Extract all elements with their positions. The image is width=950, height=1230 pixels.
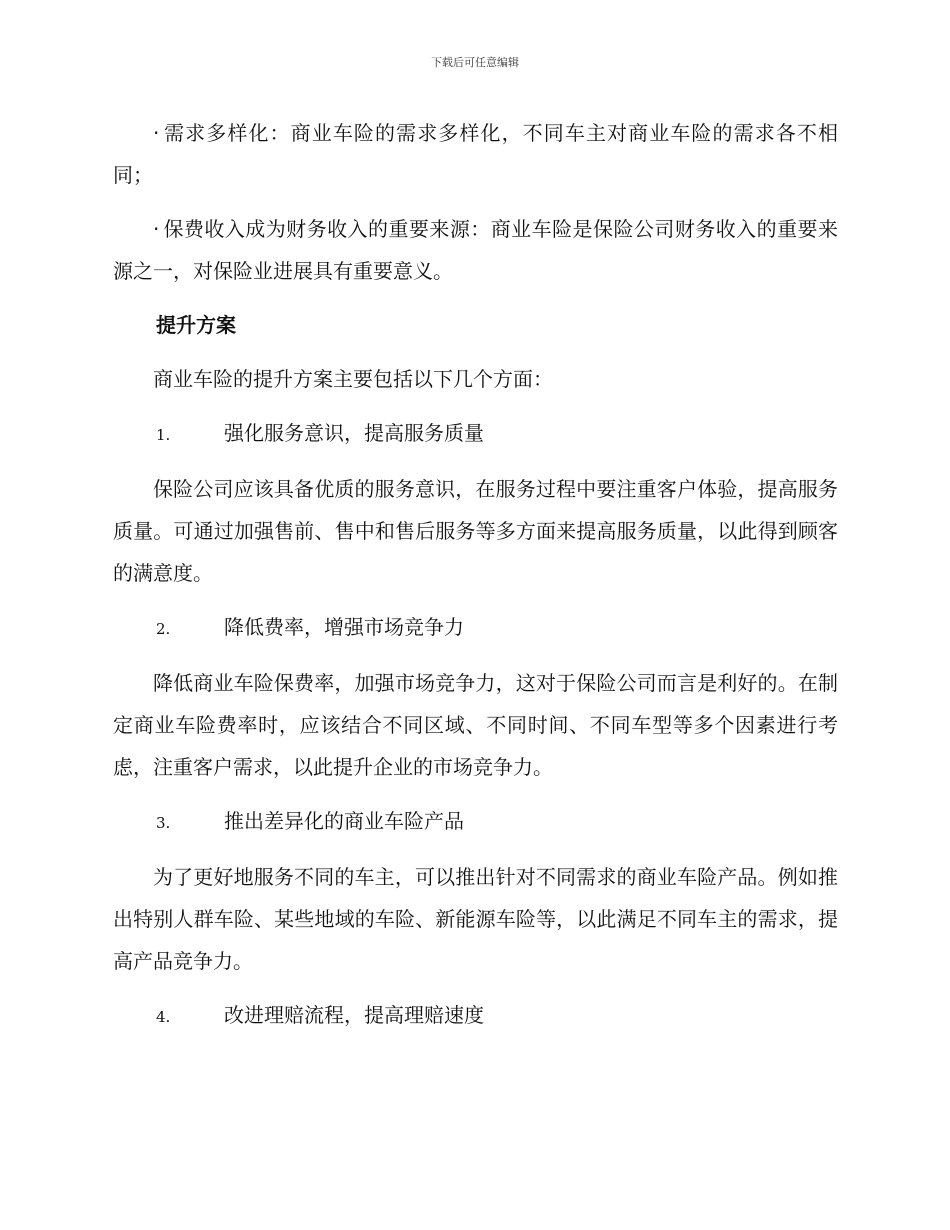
item-number: 2. (156, 620, 171, 638)
item-number: 1. (156, 426, 171, 444)
bullet-paragraph (113, 208, 838, 292)
item-number: 3. (156, 814, 171, 832)
item-title: 降低费率，增强市场竞争力 (224, 615, 464, 639)
item-body: 降低商业车险保费率，加强市场竞争力，这对于保险公司而言是利好的。在制定商业车险费率时，应该结合不同区域、不同时间、不同车型等多个因素进行考虑，注重客户需求，以此提升企业的市场竞争力。 (113, 671, 838, 779)
bullet-paragraph (113, 112, 838, 196)
item-title: 改进理赔流程，提高理赔速度 (224, 1003, 484, 1027)
numbered-item (113, 800, 838, 844)
bullet-dot: · (153, 121, 160, 145)
document-body (113, 112, 838, 1050)
bullet-text: 保费收入成为财务收入的重要来源：商业车险是保险公司财务收入的重要来源之一，对保险业进展具有重要意义。 (113, 217, 838, 283)
item-title: 推出差异化的商业车险产品 (224, 809, 464, 833)
bullet-dot: · (153, 217, 160, 241)
item-body: 保险公司应该具备优质的服务意识，在服务过程中要注重客户体验，提高服务质量。可通过加强售前、售中和售后服务等多方面来提高服务质量，以此得到顾客的满意度。 (113, 477, 838, 585)
bullet-text: 需求多样化：商业车险的需求多样化，不同车主对商业车险的需求各不相同； (113, 121, 838, 187)
section-intro: 商业车险的提升方案主要包括以下几个方面： (153, 367, 553, 391)
item-body: 为了更好地服务不同的车主，可以推出针对不同需求的商业车险产品。例如推出特别人群车险、某些地域的车险、新能源车险等，以此满足不同车主的需求，提高产品竞争力。 (113, 865, 838, 973)
numbered-item (113, 606, 838, 650)
page-header: 下载后可任意编辑 (431, 56, 519, 69)
section-heading: 提升方案 (156, 313, 236, 337)
item-number: 4. (156, 1008, 171, 1026)
numbered-item (113, 994, 838, 1038)
numbered-item (113, 412, 838, 456)
item-title: 强化服务意识，提高服务质量 (224, 421, 484, 445)
